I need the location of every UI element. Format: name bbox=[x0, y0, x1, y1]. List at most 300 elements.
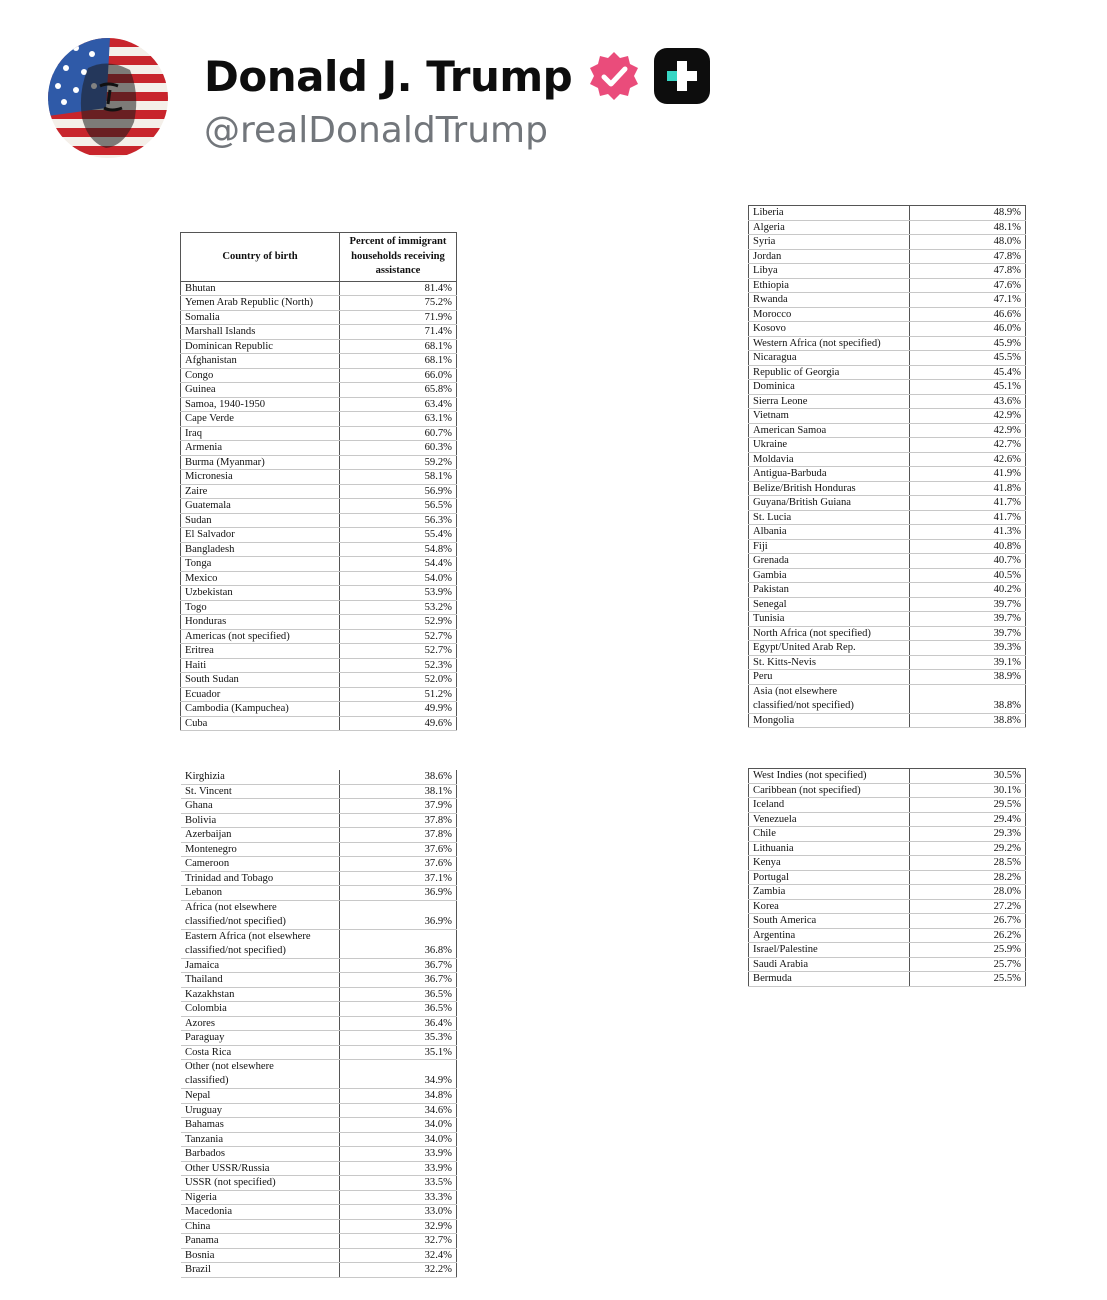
percent-cell: 47.1% bbox=[909, 293, 1025, 308]
percent-cell: 34.0% bbox=[340, 1132, 457, 1147]
percent-cell: 36.7% bbox=[340, 973, 457, 988]
table-row bbox=[181, 383, 457, 398]
percent-cell: 39.7% bbox=[909, 597, 1025, 612]
percent-cell: 37.1% bbox=[340, 871, 457, 886]
table-row bbox=[181, 499, 457, 514]
percent-cell: 39.1% bbox=[909, 655, 1025, 670]
country-cell: Cuba bbox=[181, 716, 340, 731]
table-row bbox=[181, 1176, 457, 1191]
table-row bbox=[181, 412, 457, 427]
percent-cell: 42.9% bbox=[909, 409, 1025, 424]
percent-cell: 56.5% bbox=[340, 499, 457, 514]
country-cell: Korea bbox=[749, 899, 910, 914]
country-cell: China bbox=[181, 1219, 340, 1234]
percent-cell: 26.2% bbox=[909, 928, 1025, 943]
country-cell: Jordan bbox=[749, 249, 910, 264]
table-row bbox=[749, 525, 1026, 540]
country-cell: Kirghizia bbox=[181, 770, 340, 784]
country-cell: Bermuda bbox=[749, 972, 910, 987]
table-row bbox=[181, 1161, 457, 1176]
table-row bbox=[749, 612, 1026, 627]
verified-badge-icon[interactable] bbox=[586, 48, 642, 104]
percent-cell: 25.5% bbox=[909, 972, 1025, 987]
country-cell: Egypt/United Arab Rep. bbox=[749, 641, 910, 656]
table-row bbox=[181, 281, 457, 296]
country-cell: Yemen Arab Republic (North) bbox=[181, 296, 340, 311]
country-cell: Mongolia bbox=[749, 713, 910, 728]
country-cell: Paraguay bbox=[181, 1031, 340, 1046]
header-percent: Percent of immigrant households receiving assistance bbox=[340, 233, 457, 282]
table-row bbox=[181, 658, 457, 673]
table-row bbox=[181, 1060, 457, 1089]
country-cell: Fiji bbox=[749, 539, 910, 554]
country-cell: Guyana/British Guiana bbox=[749, 496, 910, 511]
table-row bbox=[749, 583, 1026, 598]
table-row bbox=[181, 973, 457, 988]
country-cell: Pakistan bbox=[749, 583, 910, 598]
country-cell: Other USSR/Russia bbox=[181, 1161, 340, 1176]
country-cell: Thailand bbox=[181, 973, 340, 988]
country-cell: St. Kitts-Nevis bbox=[749, 655, 910, 670]
country-cell: Gambia bbox=[749, 568, 910, 583]
country-cell: Ethiopia bbox=[749, 278, 910, 293]
country-cell: West Indies (not specified) bbox=[749, 769, 910, 784]
percent-cell: 26.7% bbox=[909, 914, 1025, 929]
percent-cell: 46.6% bbox=[909, 307, 1025, 322]
country-cell: Ecuador bbox=[181, 687, 340, 702]
country-cell: Azores bbox=[181, 1016, 340, 1031]
country-cell: Macedonia bbox=[181, 1205, 340, 1220]
percent-cell: 41.7% bbox=[909, 496, 1025, 511]
table-row bbox=[749, 670, 1026, 685]
country-cell: Kenya bbox=[749, 856, 910, 871]
country-cell: Syria bbox=[749, 235, 910, 250]
percent-cell: 47.8% bbox=[909, 249, 1025, 264]
percent-cell: 54.8% bbox=[340, 542, 457, 557]
percent-cell: 48.0% bbox=[909, 235, 1025, 250]
table-row bbox=[749, 568, 1026, 583]
percent-cell: 40.5% bbox=[909, 568, 1025, 583]
table-row bbox=[181, 571, 457, 586]
percent-cell: 54.0% bbox=[340, 571, 457, 586]
country-cell: American Samoa bbox=[749, 423, 910, 438]
country-cell: Sierra Leone bbox=[749, 394, 910, 409]
table-row bbox=[749, 972, 1026, 987]
country-cell: Barbados bbox=[181, 1147, 340, 1162]
percent-cell: 33.0% bbox=[340, 1205, 457, 1220]
percent-cell: 52.7% bbox=[340, 629, 457, 644]
country-cell: Burma (Myanmar) bbox=[181, 455, 340, 470]
country-cell: Caribbean (not specified) bbox=[749, 783, 910, 798]
table-row bbox=[749, 914, 1026, 929]
table-row bbox=[181, 310, 457, 325]
percent-cell: 37.8% bbox=[340, 828, 457, 843]
country-cell: Nepal bbox=[181, 1089, 340, 1104]
country-cell: Bangladesh bbox=[181, 542, 340, 557]
assistance-table-part-2 bbox=[748, 205, 1026, 728]
percent-cell: 39.7% bbox=[909, 626, 1025, 641]
percent-cell: 53.2% bbox=[340, 600, 457, 615]
percent-cell: 46.0% bbox=[909, 322, 1025, 337]
percent-cell: 45.4% bbox=[909, 365, 1025, 380]
percent-cell: 38.1% bbox=[340, 784, 457, 799]
percent-cell: 42.7% bbox=[909, 438, 1025, 453]
percent-cell: 36.9% bbox=[340, 900, 457, 929]
country-cell: Lithuania bbox=[749, 841, 910, 856]
country-cell: North Africa (not specified) bbox=[749, 626, 910, 641]
percent-cell: 60.3% bbox=[340, 441, 457, 456]
percent-cell: 29.3% bbox=[909, 827, 1025, 842]
table-row bbox=[181, 1002, 457, 1017]
percent-cell: 42.6% bbox=[909, 452, 1025, 467]
table-row bbox=[181, 813, 457, 828]
table-row bbox=[181, 1234, 457, 1249]
country-cell: Albania bbox=[749, 525, 910, 540]
table-row bbox=[749, 409, 1026, 424]
table-row bbox=[749, 394, 1026, 409]
table-row bbox=[749, 841, 1026, 856]
table-row bbox=[181, 542, 457, 557]
percent-cell: 63.1% bbox=[340, 412, 457, 427]
table-row bbox=[749, 769, 1026, 784]
country-cell: Bolivia bbox=[181, 813, 340, 828]
country-cell: Panama bbox=[181, 1234, 340, 1249]
percent-cell: 58.1% bbox=[340, 470, 457, 485]
table-row bbox=[181, 1219, 457, 1234]
percent-cell: 36.8% bbox=[340, 929, 457, 958]
country-cell: Tanzania bbox=[181, 1132, 340, 1147]
country-cell: Belize/British Honduras bbox=[749, 481, 910, 496]
avatar[interactable] bbox=[48, 38, 168, 158]
percent-cell: 81.4% bbox=[340, 281, 457, 296]
percent-cell: 27.2% bbox=[909, 899, 1025, 914]
country-cell: Africa (not elsewhere classified/not specified) bbox=[181, 900, 340, 929]
table-row bbox=[749, 812, 1026, 827]
table-row bbox=[181, 586, 457, 601]
table-row bbox=[749, 597, 1026, 612]
table-row bbox=[181, 900, 457, 929]
percent-cell: 25.7% bbox=[909, 957, 1025, 972]
table-row bbox=[181, 987, 457, 1002]
header-country: Country of birth bbox=[181, 233, 340, 282]
country-cell: South America bbox=[749, 914, 910, 929]
country-cell: Grenada bbox=[749, 554, 910, 569]
country-cell: Azerbaijan bbox=[181, 828, 340, 843]
table-row bbox=[749, 206, 1026, 221]
percent-cell: 42.9% bbox=[909, 423, 1025, 438]
table-row bbox=[181, 828, 457, 843]
country-cell: Zambia bbox=[749, 885, 910, 900]
percent-cell: 52.9% bbox=[340, 615, 457, 630]
percent-cell: 33.9% bbox=[340, 1161, 457, 1176]
percent-cell: 37.8% bbox=[340, 813, 457, 828]
table-row bbox=[181, 1132, 457, 1147]
percent-cell: 38.8% bbox=[909, 713, 1025, 728]
table-row bbox=[749, 798, 1026, 813]
table-row bbox=[181, 455, 457, 470]
table-row bbox=[749, 713, 1026, 728]
table-row bbox=[181, 958, 457, 973]
country-cell: Dominica bbox=[749, 380, 910, 395]
country-cell: Marshall Islands bbox=[181, 325, 340, 340]
table-row bbox=[749, 264, 1026, 279]
country-cell: Eritrea bbox=[181, 644, 340, 659]
country-cell: Trinidad and Tobago bbox=[181, 871, 340, 886]
country-cell: Tunisia bbox=[749, 612, 910, 627]
percent-cell: 30.1% bbox=[909, 783, 1025, 798]
country-cell: Antigua-Barbuda bbox=[749, 467, 910, 482]
percent-cell: 41.7% bbox=[909, 510, 1025, 525]
table-row bbox=[749, 322, 1026, 337]
percent-cell: 29.4% bbox=[909, 812, 1025, 827]
table-row bbox=[181, 426, 457, 441]
country-cell: Congo bbox=[181, 368, 340, 383]
table-row bbox=[181, 513, 457, 528]
country-cell: Cameroon bbox=[181, 857, 340, 872]
table-row bbox=[181, 1248, 457, 1263]
country-cell: Dominican Republic bbox=[181, 339, 340, 354]
country-cell: Argentina bbox=[749, 928, 910, 943]
country-cell: Saudi Arabia bbox=[749, 957, 910, 972]
table-row bbox=[181, 368, 457, 383]
percent-cell: 45.5% bbox=[909, 351, 1025, 366]
percent-cell: 59.2% bbox=[340, 455, 457, 470]
country-cell: Moldavia bbox=[749, 452, 910, 467]
percent-cell: 28.2% bbox=[909, 870, 1025, 885]
table-row bbox=[749, 943, 1026, 958]
percent-cell: 52.0% bbox=[340, 673, 457, 688]
table-row bbox=[181, 687, 457, 702]
country-cell: Senegal bbox=[749, 597, 910, 612]
country-cell: Western Africa (not specified) bbox=[749, 336, 910, 351]
country-cell: Montenegro bbox=[181, 842, 340, 857]
table-row bbox=[181, 1263, 457, 1278]
country-cell: Other (not elsewhere classified) bbox=[181, 1060, 340, 1089]
percent-cell: 34.0% bbox=[340, 1118, 457, 1133]
country-cell: Somalia bbox=[181, 310, 340, 325]
percent-cell: 51.2% bbox=[340, 687, 457, 702]
country-cell: Guinea bbox=[181, 383, 340, 398]
percent-cell: 53.9% bbox=[340, 586, 457, 601]
table-row bbox=[749, 684, 1026, 713]
percent-cell: 41.8% bbox=[909, 481, 1025, 496]
percent-cell: 41.9% bbox=[909, 467, 1025, 482]
country-cell: Bahamas bbox=[181, 1118, 340, 1133]
percent-cell: 56.3% bbox=[340, 513, 457, 528]
country-cell: El Salvador bbox=[181, 528, 340, 543]
country-cell: St. Vincent bbox=[181, 784, 340, 799]
table-row bbox=[181, 673, 457, 688]
percent-cell: 35.3% bbox=[340, 1031, 457, 1046]
country-cell: Americas (not specified) bbox=[181, 629, 340, 644]
percent-cell: 35.1% bbox=[340, 1045, 457, 1060]
table-row bbox=[749, 827, 1026, 842]
percent-cell: 41.3% bbox=[909, 525, 1025, 540]
percent-cell: 47.6% bbox=[909, 278, 1025, 293]
assistance-table-part-4 bbox=[748, 768, 1026, 987]
table-row bbox=[181, 799, 457, 814]
country-cell: Vietnam bbox=[749, 409, 910, 424]
percent-cell: 68.1% bbox=[340, 339, 457, 354]
table-row bbox=[749, 220, 1026, 235]
table-row bbox=[749, 423, 1026, 438]
percent-cell: 33.5% bbox=[340, 1176, 457, 1191]
country-cell: Uzbekistan bbox=[181, 586, 340, 601]
truth-plus-icon[interactable] bbox=[654, 48, 710, 104]
country-cell: Cambodia (Kampuchea) bbox=[181, 702, 340, 717]
percent-cell: 43.6% bbox=[909, 394, 1025, 409]
country-cell: Costa Rica bbox=[181, 1045, 340, 1060]
percent-cell: 36.7% bbox=[340, 958, 457, 973]
percent-cell: 48.9% bbox=[909, 206, 1025, 221]
table-row bbox=[749, 641, 1026, 656]
percent-cell: 37.6% bbox=[340, 842, 457, 857]
percent-cell: 38.9% bbox=[909, 670, 1025, 685]
table-row bbox=[181, 1190, 457, 1205]
country-cell: Mexico bbox=[181, 571, 340, 586]
percent-cell: 54.4% bbox=[340, 557, 457, 572]
country-cell: Armenia bbox=[181, 441, 340, 456]
country-cell: Honduras bbox=[181, 615, 340, 630]
country-cell: Ghana bbox=[181, 799, 340, 814]
table-row bbox=[181, 716, 457, 731]
percent-cell: 38.6% bbox=[340, 770, 457, 784]
percent-cell: 33.3% bbox=[340, 1190, 457, 1205]
country-cell: Colombia bbox=[181, 1002, 340, 1017]
country-cell: Haiti bbox=[181, 658, 340, 673]
table-row bbox=[181, 1205, 457, 1220]
country-cell: Republic of Georgia bbox=[749, 365, 910, 380]
country-cell: Uruguay bbox=[181, 1103, 340, 1118]
percent-cell: 32.7% bbox=[340, 1234, 457, 1249]
table-row bbox=[181, 325, 457, 340]
table-row bbox=[749, 249, 1026, 264]
percent-cell: 28.5% bbox=[909, 856, 1025, 871]
percent-cell: 32.2% bbox=[340, 1263, 457, 1278]
country-cell: Bosnia bbox=[181, 1248, 340, 1263]
table-row bbox=[181, 1016, 457, 1031]
table-row bbox=[749, 235, 1026, 250]
percent-cell: 65.8% bbox=[340, 383, 457, 398]
country-cell: USSR (not specified) bbox=[181, 1176, 340, 1191]
table-row bbox=[181, 484, 457, 499]
percent-cell: 36.5% bbox=[340, 1002, 457, 1017]
percent-cell: 40.7% bbox=[909, 554, 1025, 569]
table-row bbox=[181, 770, 457, 784]
country-cell: Afghanistan bbox=[181, 354, 340, 369]
country-cell: Iraq bbox=[181, 426, 340, 441]
table-row bbox=[749, 626, 1026, 641]
country-cell: Zaire bbox=[181, 484, 340, 499]
country-cell: Morocco bbox=[749, 307, 910, 322]
table-row bbox=[181, 339, 457, 354]
table-row bbox=[749, 655, 1026, 670]
percent-cell: 36.4% bbox=[340, 1016, 457, 1031]
country-cell: Chile bbox=[749, 827, 910, 842]
table-row bbox=[749, 554, 1026, 569]
country-cell: Nigeria bbox=[181, 1190, 340, 1205]
percent-cell: 37.9% bbox=[340, 799, 457, 814]
table-row bbox=[181, 615, 457, 630]
table-row bbox=[181, 929, 457, 958]
table-row bbox=[749, 856, 1026, 871]
table-row bbox=[749, 885, 1026, 900]
table-row bbox=[749, 351, 1026, 366]
percent-cell: 52.3% bbox=[340, 658, 457, 673]
table-row bbox=[181, 702, 457, 717]
country-cell: Portugal bbox=[749, 870, 910, 885]
table-row bbox=[181, 784, 457, 799]
assistance-table-part-1 bbox=[180, 232, 457, 731]
country-cell: St. Lucia bbox=[749, 510, 910, 525]
percent-cell: 38.8% bbox=[909, 684, 1025, 713]
table-row bbox=[749, 899, 1026, 914]
country-cell: Samoa, 1940-1950 bbox=[181, 397, 340, 412]
percent-cell: 66.0% bbox=[340, 368, 457, 383]
country-cell: Bhutan bbox=[181, 281, 340, 296]
percent-cell: 39.7% bbox=[909, 612, 1025, 627]
table-row bbox=[749, 957, 1026, 972]
table-row bbox=[181, 871, 457, 886]
country-cell: Sudan bbox=[181, 513, 340, 528]
table-row bbox=[749, 278, 1026, 293]
table-row bbox=[181, 441, 457, 456]
profile-handle[interactable]: @realDonaldTrump bbox=[204, 110, 548, 151]
country-cell: Israel/Palestine bbox=[749, 943, 910, 958]
percent-cell: 75.2% bbox=[340, 296, 457, 311]
country-cell: Iceland bbox=[749, 798, 910, 813]
country-cell: Venezuela bbox=[749, 812, 910, 827]
percent-cell: 29.5% bbox=[909, 798, 1025, 813]
table-row bbox=[749, 293, 1026, 308]
country-cell: Togo bbox=[181, 600, 340, 615]
percent-cell: 34.6% bbox=[340, 1103, 457, 1118]
country-cell: Cape Verde bbox=[181, 412, 340, 427]
percent-cell: 49.6% bbox=[340, 716, 457, 731]
table-row bbox=[749, 365, 1026, 380]
percent-cell: 56.9% bbox=[340, 484, 457, 499]
percent-cell: 63.4% bbox=[340, 397, 457, 412]
percent-cell: 34.9% bbox=[340, 1060, 457, 1089]
percent-cell: 68.1% bbox=[340, 354, 457, 369]
table-row bbox=[181, 354, 457, 369]
country-cell: Micronesia bbox=[181, 470, 340, 485]
table-row bbox=[181, 600, 457, 615]
country-cell: Nicaragua bbox=[749, 351, 910, 366]
percent-cell: 39.3% bbox=[909, 641, 1025, 656]
percent-cell: 25.9% bbox=[909, 943, 1025, 958]
table-row bbox=[749, 336, 1026, 351]
table-row bbox=[749, 307, 1026, 322]
country-cell: Guatemala bbox=[181, 499, 340, 514]
percent-cell: 28.0% bbox=[909, 885, 1025, 900]
country-cell: Kazakhstan bbox=[181, 987, 340, 1002]
table-row bbox=[181, 1118, 457, 1133]
profile-name[interactable]: Donald J. Trump bbox=[204, 51, 573, 101]
table-row bbox=[181, 1045, 457, 1060]
table-row bbox=[181, 857, 457, 872]
table-row bbox=[749, 438, 1026, 453]
percent-cell: 45.1% bbox=[909, 380, 1025, 395]
percent-cell: 32.4% bbox=[340, 1248, 457, 1263]
profile-name-row bbox=[204, 46, 710, 106]
percent-cell: 71.9% bbox=[340, 310, 457, 325]
percent-cell: 55.4% bbox=[340, 528, 457, 543]
percent-cell: 33.9% bbox=[340, 1147, 457, 1162]
table-row bbox=[181, 296, 457, 311]
percent-cell: 71.4% bbox=[340, 325, 457, 340]
avatar-image bbox=[48, 38, 168, 158]
